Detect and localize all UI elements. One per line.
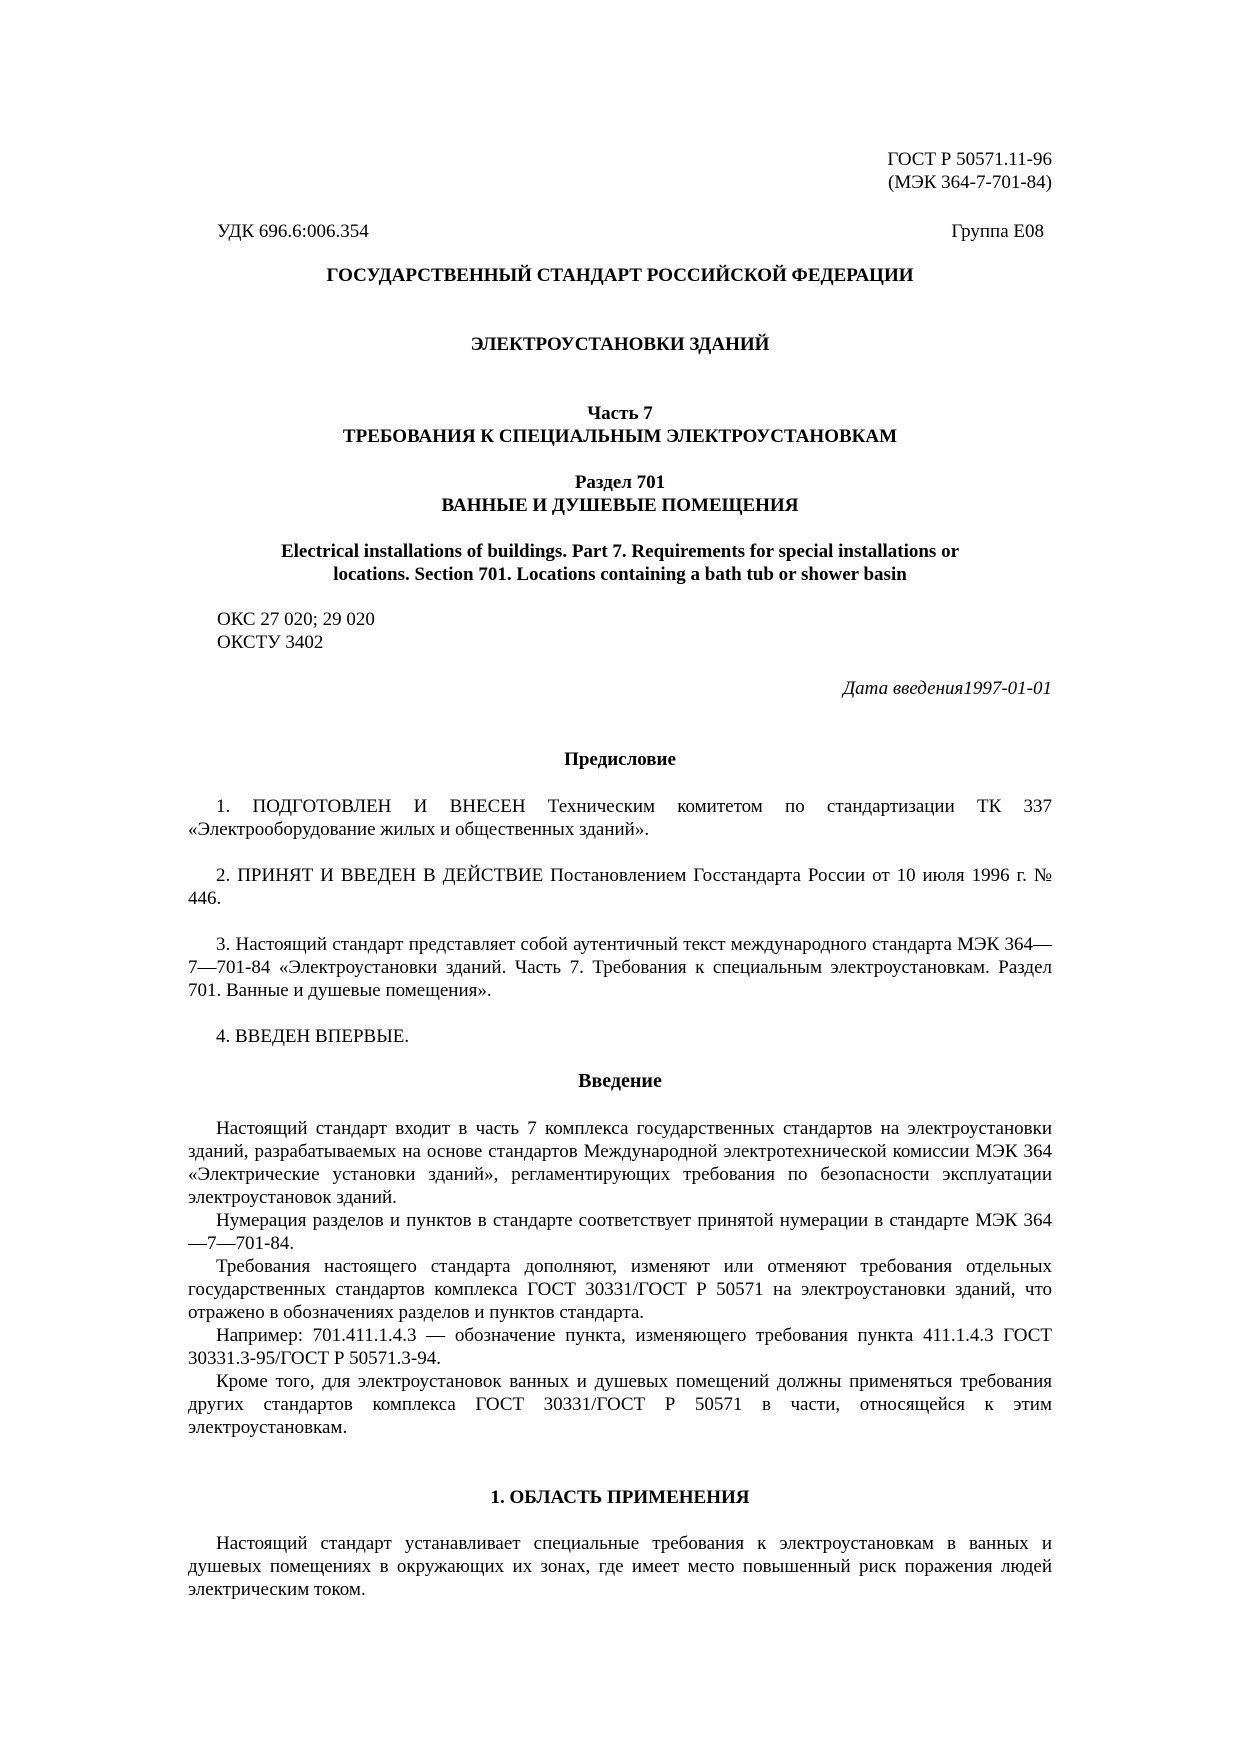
scope-paragraph: Настоящий стандарт устанавливает специальные требования к электроустановкам в ванных и душевых помещениях в окружающих их зонах, где имеет место повышенный риск поражения людей электрическим током.: [188, 1533, 1052, 1600]
preface-heading: Предисловие: [564, 749, 676, 770]
section-label: Раздел 701: [574, 472, 666, 493]
part-title: ТРЕБОВАНИЯ К СПЕЦИАЛЬНЫМ ЭЛЕКТРОУСТАНОВКАМ: [342, 426, 898, 447]
section-title: ВАННЫЕ И ДУШЕВЫЕ ПОМЕЩЕНИЯ: [441, 495, 799, 516]
preface-item-1: 1. ПОДГОТОВЛЕН И ВНЕСЕН Техническим комитетом по стандартизации ТК 337 «Электрооборудование жилых и общественных зданий».: [188, 796, 1052, 840]
introduction-date: [843, 677, 1052, 700]
part-label: Часть 7: [587, 403, 653, 424]
introduction-paragraph-5: Кроме того, для электроустановок ванных и душевых помещений должны применяться требования других стандартов комплекса ГОСТ 30331/ГОСТ Р 50571 в части, относящейся к этим электроустановкам.: [188, 1371, 1052, 1438]
introduction-paragraph-2: Нумерация разделов и пунктов в стандарте соответствует принятой нумерации в стандарте МЭК 364—7—701-84.: [188, 1210, 1052, 1254]
section-heading: [0, 471, 1240, 517]
gost-number: ГОСТ Р 50571.11-96: [887, 149, 1052, 170]
group-code: Группа Е08: [951, 221, 1044, 242]
introduction-paragraph-3: Требования настоящего стандарта дополняют, изменяют или отменяют требования отдельных государственных стандартов комплекса ГОСТ 30331/ГОСТ Р 50571 на электроустановки зданий, что отражено в обозначениях разделов и пунктов стандарта.: [188, 1256, 1052, 1323]
scope-heading: 1. ОБЛАСТЬ ПРИМЕНЕНИЯ: [490, 1487, 750, 1508]
preface-item-3: 3. Настоящий стандарт представляет собой аутентичный текст международного стандарта МЭК 364—7—701-84 «Электроустановки зданий. Часть 7. Требования к специальным электроустановкам. Раздел 701. Ванные и душевые помещения».: [188, 934, 1052, 1001]
okstu-code: ОКСТУ 3402: [217, 632, 324, 653]
introduction-date-value: 1997-01-01: [963, 678, 1052, 699]
document-designation: [887, 148, 1052, 194]
classification-codes: [217, 608, 375, 654]
introduction-heading: Введение: [578, 1070, 662, 1092]
introduction-paragraph-4: Например: 701.411.1.4.3 — обозначение пункта, изменяющего требования пункта 411.1.4.3 ГОСТ 30331.3-95/ГОСТ Р 50571.3-94.: [188, 1325, 1052, 1369]
english-title-line-2: locations. Section 701. Locations containing a bath tub or shower basin: [333, 564, 907, 585]
udk-code: УДК 696.6:006.354: [217, 221, 369, 242]
english-title: [0, 540, 1240, 586]
preface-item-4: 4. ВВЕДЕН ВПЕРВЫЕ.: [216, 1026, 410, 1047]
introduction-date-label: Дата введения: [843, 678, 964, 699]
iec-number: (МЭК 364-7-701-84): [888, 172, 1052, 193]
english-title-line-1: Electrical installations of buildings. Part 7. Requirements for special installations or: [280, 541, 960, 562]
introduction-paragraph-1: Настоящий стандарт входит в часть 7 комплекса государственных стандартов на электроустановки зданий, разрабатываемых на основе стандартов Международной электротехнической комиссии МЭК 364 «Электрические установки зданий», регламентирующих требования по безопасности эксплуатации электроустановок зданий.: [188, 1118, 1052, 1208]
part-heading: [0, 402, 1240, 448]
oks-code: ОКС 27 020; 29 020: [217, 609, 375, 630]
preface-item-2: 2. ПРИНЯТ И ВВЕДЕН В ДЕЙСТВИЕ Постановлением Госстандарта России от 10 июля 1996 г. № 446.: [188, 865, 1052, 909]
subject-heading: ЭЛЕКТРОУСТАНОВКИ ЗДАНИЙ: [470, 334, 770, 355]
state-standard-heading: ГОСУДАРСТВЕННЫЙ СТАНДАРТ РОССИЙСКОЙ ФЕДЕРАЦИИ: [326, 265, 914, 286]
